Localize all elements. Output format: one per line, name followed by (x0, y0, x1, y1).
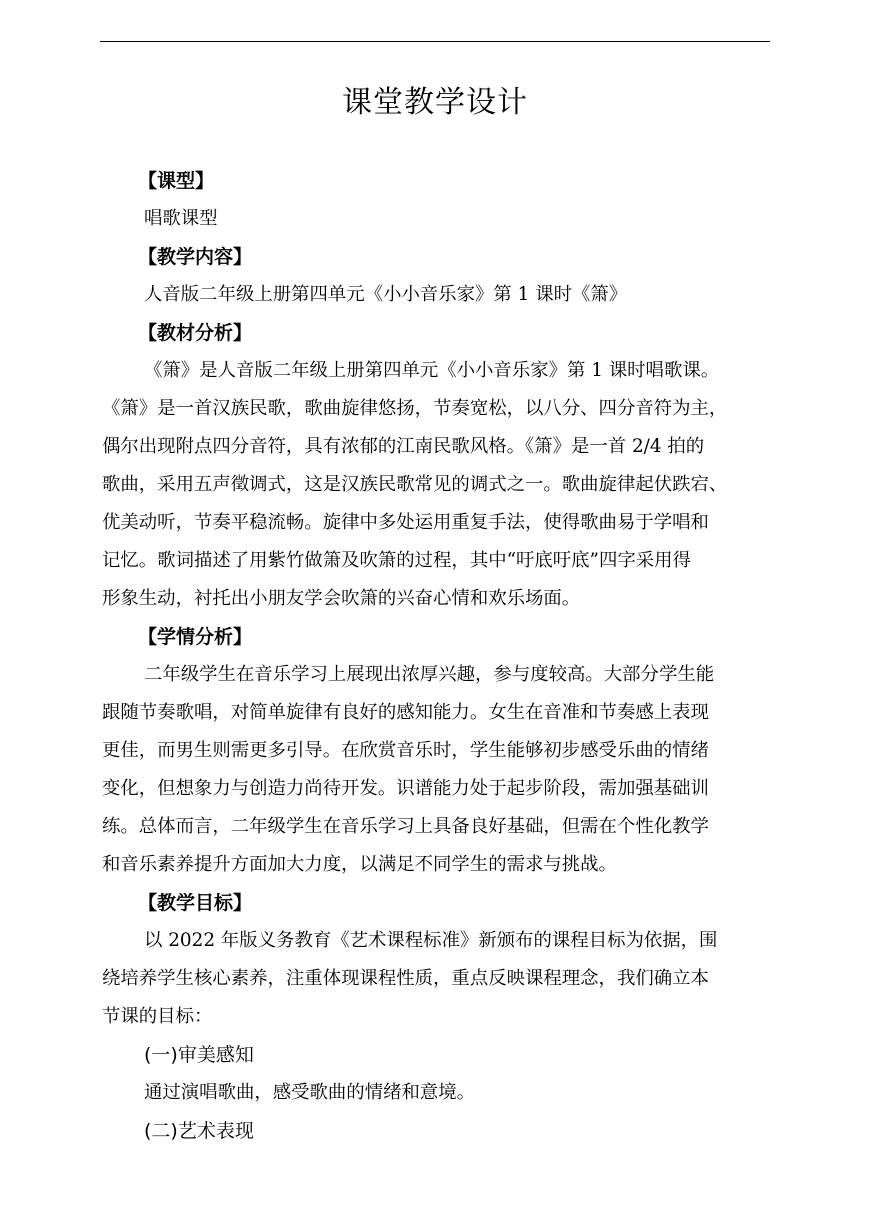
material-paragraph-line: 形象生动，衬托出小朋友学会吹箫的兴奋心情和欢乐场面。 (102, 588, 581, 609)
student-paragraph-line: 练。总体而言，二年级学生在音乐学习上具备良好基础，但需在个性化教学 (102, 816, 709, 837)
subsection-heading-aesthetic-perception: (一)审美感知 (144, 1044, 254, 1066)
student-paragraph-line: 跟随节奏歌唱，对简单旋律有良好的感知能力。女生在音准和节奏感上表现 (102, 702, 709, 723)
student-paragraph-line: 更佳，而男生则需更多引导。在欣赏音乐时，学生能够初步感受乐曲的情绪 (102, 740, 709, 761)
material-paragraph-line: 记忆。歌词描述了用紫竹做箫及吹箫的过程，其中“吁底吁底”四字采用得 (102, 550, 691, 571)
material-paragraph-line: 偶尔出现附点四分音符，具有浓郁的江南民歌风格。《箫》是一首 2/4 拍的 (102, 436, 705, 457)
section-heading-teaching-objectives: 【教学目标】 (138, 892, 253, 914)
student-paragraph-line: 变化，但想象力与创造力尚待开发。识谱能力处于起步阶段，需加强基础训 (102, 778, 709, 799)
document-body (102, 162, 772, 1150)
material-paragraph-line: 《箫》是一首汉族民歌，歌曲旋律悠扬，节奏宽松，以八分、四分音符为主， (102, 398, 728, 419)
section-heading-material-analysis: 【教材分析】 (138, 322, 253, 344)
material-paragraph-line: 《箫》是人音版二年级上册第四单元《小小音乐家》第 1 课时唱歌课。 (144, 360, 720, 381)
material-paragraph-line: 优美动听，节奏平稳流畅。旋律中多处运用重复手法，使得歌曲易于学唱和 (102, 512, 709, 533)
material-paragraph-line: 歌曲，采用五声徵调式，这是汉族民歌常见的调式之一。歌曲旋律起伏跌宕、 (102, 474, 728, 495)
section-heading-student-analysis: 【学情分析】 (138, 626, 253, 648)
aesthetic-perception-text: 通过演唱歌曲，感受歌曲的情绪和意境。 (144, 1082, 476, 1103)
teaching-content-text: 人音版二年级上册第四单元《小小音乐家》第 1 课时《箫》 (144, 284, 628, 305)
subsection-heading-artistic-expression: (二)艺术表现 (144, 1120, 254, 1142)
section-heading-lesson-type: 【课型】 (138, 170, 215, 192)
section-heading-teaching-content: 【教学内容】 (138, 246, 253, 268)
header-rule (100, 41, 770, 42)
objectives-paragraph-line: 以 2022 年版义务教育《艺术课程标准》新颁布的课程目标为依据，围 (144, 930, 718, 951)
student-paragraph-line: 和音乐素养提升方面加大力度，以满足不同学生的需求与挑战。 (102, 854, 617, 875)
student-paragraph-line: 二年级学生在音乐学习上展现出浓厚兴趣，参与度较高。大部分学生能 (144, 664, 715, 685)
document-title: 课堂教学设计 (342, 85, 528, 120)
objectives-paragraph-line: 节课的目标： (102, 1006, 213, 1027)
lesson-type-text: 唱歌课型 (144, 208, 218, 229)
objectives-paragraph-line: 绕培养学生核心素养，注重体现课程性质，重点反映课程理念，我们确立本 (102, 968, 709, 989)
